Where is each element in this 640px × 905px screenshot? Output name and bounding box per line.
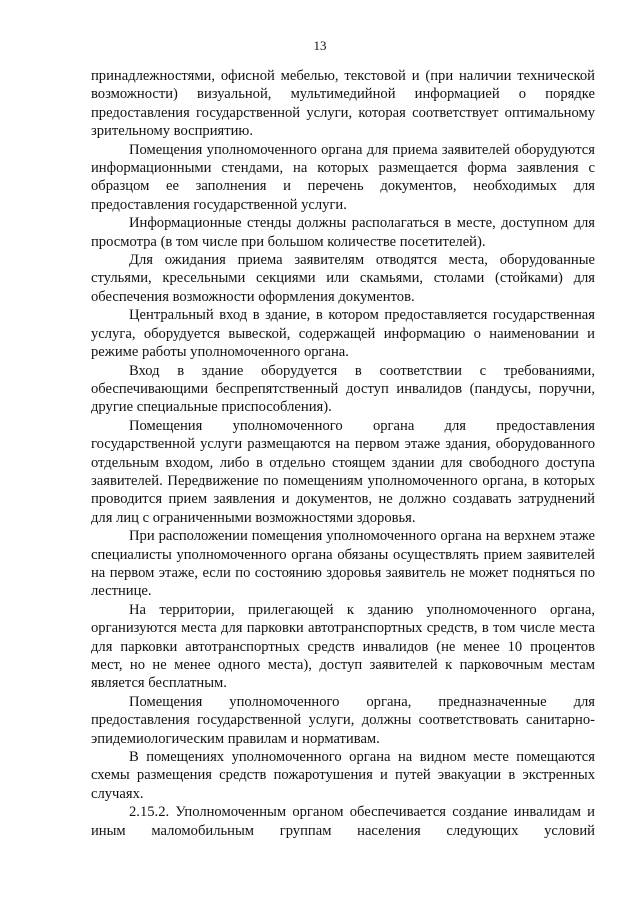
- paragraph-evacuation-schemes: В помещениях уполномоченного органа на видном месте помещаются схемы размещения средств пожаротушения и путей эвакуации в экстренных случаях.: [91, 749, 595, 802]
- paragraph-central-entrance: Центральный вход в здание, в котором предоставляется государственная услуга, оборудуется вывеской, содержащей информацию о наименовании и режиме работы уполномоченного органа.: [91, 307, 595, 361]
- paragraph-info-stands-equipment: Помещения уполномоченного органа для приема заявителей оборудуются информационными стендами, на которых размещается форма заявления с образцом ее заполнения и перечень документов, необходимых для предоставления государственной услуги.: [91, 141, 595, 213]
- paragraph-sanitary-rules: Помещения уполномоченного органа, предназначенные для предоставления государственной услуги, должны соответствовать санитарно-эпидемиологическим правилам и нормативам.: [91, 693, 595, 747]
- paragraph-ground-floor-premises: Помещения уполномоченного органа для предоставления государственной услуги размещаются на первом этаже здания, оборудованного отдельным входом, либо в отдельно стоящем здании для свободного доступа заявителей. Передвижение по помещениям уполномоченного органа, в которых проводится прием заявления и документов, не должно создавать затруднений для лиц с ограниченными возможностями здоровья.: [91, 417, 595, 526]
- paragraph-continuation: принадлежностями, офисной мебелью, текстовой и (при наличии технической возможности) визуальной, мультимедийной информацией о порядке предоставления государственной услуги, которая соответствует оптимальному зрительному восприятию.: [91, 68, 595, 140]
- body-text: [91, 67, 595, 840]
- page-number: 13: [313, 38, 327, 53]
- paragraph-entrance-accessibility: Вход в здание оборудуется в соответствии с требованиями, обеспечивающими беспрепятственный доступ инвалидов (пандусы, поручни, другие специальные приспособления).: [91, 362, 595, 416]
- paragraph-section-2-15-2: 2.15.2. Уполномоченным органом обеспечивается создание инвалидам и иным маломобильным группам населения следующих условий: [91, 804, 595, 839]
- paragraph-upper-floor-reception: При расположении помещения уполномоченного органа на верхнем этаже специалисты уполномоченного органа обязаны осуществлять прием заявителей на первом этаже, если по состоянию здоровья заявитель не может подняться по лестнице.: [91, 528, 595, 600]
- paragraph-info-stands-location: Информационные стенды должны располагаться в месте, доступном для просмотра (в том числе при большом количестве посетителей).: [91, 215, 595, 250]
- paragraph-waiting-area: Для ожидания приема заявителям отводятся места, оборудованные стульями, кресельными секциями или скамьями, столами (стойками) для обеспечения возможности оформления документов.: [91, 252, 595, 305]
- paragraph-parking: На территории, прилегающей к зданию уполномоченного органа, организуются места для парковки автотранспортных средств, в том числе места для парковки автотранспортных средств инвалидов (не менее 10 процентов мест, но не менее одного места), доступ заявителей к парковочным местам является бесплатным.: [91, 601, 595, 692]
